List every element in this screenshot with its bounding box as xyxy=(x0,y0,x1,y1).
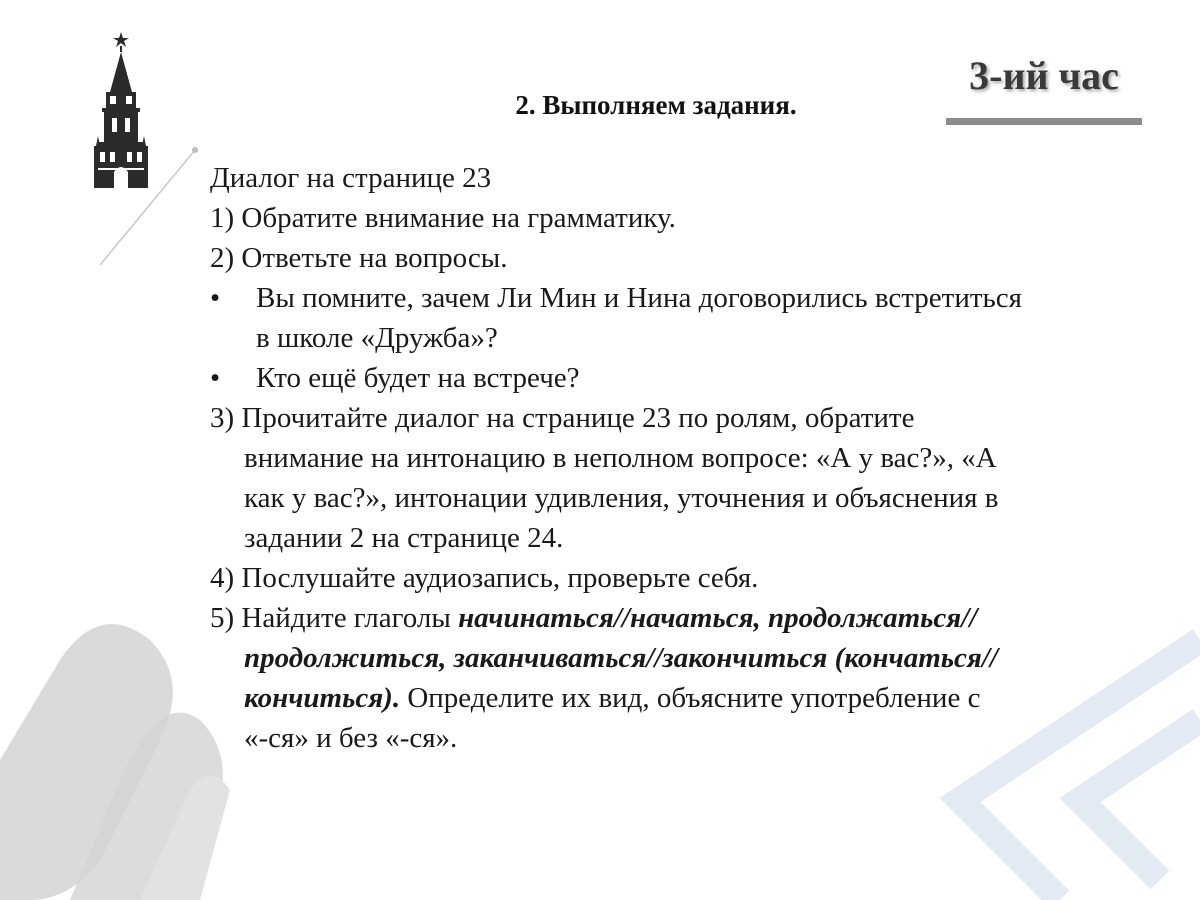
question-2-text: Кто ещё будет на встрече? xyxy=(256,362,580,394)
task-item-5-line-2 xyxy=(210,638,1150,678)
task-item-1: 1) Обратите внимание на грамматику. xyxy=(210,202,676,234)
task-item-3-line-4: задании 2 на странице 24. xyxy=(244,522,564,554)
task-item-5-prefix: 5) Найдите глаголы xyxy=(210,602,459,634)
task-item-5-instruction: Определите их вид, объясните употребление с xyxy=(400,682,981,714)
task-item-3 xyxy=(210,398,1150,558)
hour-badge: 3-ий час xyxy=(969,53,1119,98)
task-item-5 xyxy=(210,598,1150,758)
task-item-5-line-1 xyxy=(210,598,1150,638)
verb-list-part-1: начинаться//начаться, продолжаться// xyxy=(458,602,978,634)
question-2 xyxy=(210,358,1150,398)
slide-heading: 2. Выполняем задания. xyxy=(515,90,797,120)
question-1-line-1: Вы помните, зачем Ли Мин и Нина договорились встретиться xyxy=(256,282,1022,314)
task-item-2: 2) Ответьте на вопросы. xyxy=(210,242,508,274)
task-item-3-line-2: внимание на интонацию в неполном вопросе: «А у вас?», «А xyxy=(244,442,997,474)
task-item-5-line-4: «-ся» и без «-ся». xyxy=(244,722,458,754)
task-item-3-line-1: 3) Прочитайте диалог на странице 23 по ролям, обратите xyxy=(210,402,915,434)
task-item-3-line-3: как у вас?», интонации удивления, уточнения и объяснения в xyxy=(244,482,999,514)
task-item-4: 4) Послушайте аудиозапись, проверьте себя. xyxy=(210,562,759,594)
dialog-reference: Диалог на странице 23 xyxy=(210,162,492,194)
task-item-5-line-3 xyxy=(210,678,1150,718)
bullet-marker: • xyxy=(210,362,221,394)
verb-list-part-2: продолжиться, заканчиваться//закончиться (кончаться// xyxy=(244,642,998,674)
task-list xyxy=(210,158,1150,758)
question-1-line-2: в школе «Дружба»? xyxy=(256,322,498,354)
verb-list-part-3: кончиться). xyxy=(244,682,401,714)
bullet-marker: • xyxy=(210,282,221,314)
swoosh-shapes xyxy=(0,624,230,900)
question-1 xyxy=(210,278,1150,358)
